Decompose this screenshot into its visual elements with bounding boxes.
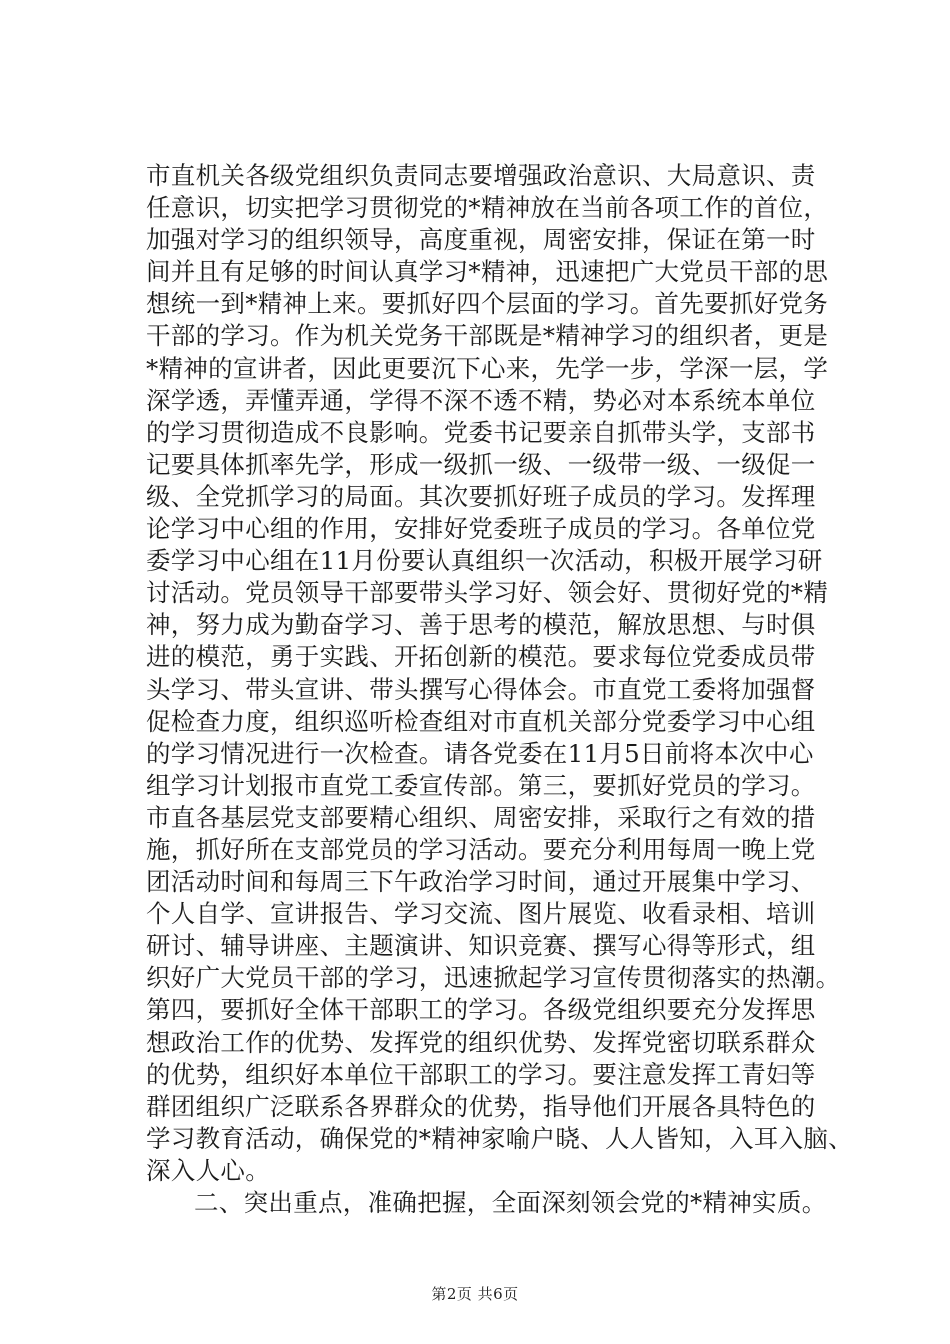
section-heading: 二、突出重点，准确把握，全面深刻领会党的*精神实质。 [194,1188,827,1217]
text-line: 级、全党抓学习的局面。其次要抓好班子成员的学习。发挥理 [146,481,816,511]
text-line: 促检查力度，组织巡听检查组对市直机关部分党委学习中心组 [146,706,816,736]
body-text [146,160,853,1219]
text-line: 个人自学、宣讲报告、学习交流、图片展览、收看录相、培训 [146,899,816,929]
text-line: 神，努力成为勤奋学习、善于思考的模范，解放思想、与时俱 [146,610,816,640]
text-line: 委学习中心组在11月份要认真组织一次活动，积极开展学习研 [146,546,823,576]
text-line: 组学习计划报市直党工委宣传部。第三，要抓好党员的学习。 [146,770,816,800]
text-line: 团活动时间和每周三下午政治学习时间，通过开展集中学习、 [146,867,816,897]
text-line: 间并且有足够的时间认真学习*精神，迅速把广大党员干部的思 [146,257,829,287]
text-line: 进的模范，勇于实践、开拓创新的模范。要求每位党委成员带 [146,642,816,672]
text-line: 织好广大党员干部的学习，迅速掀起学习宣传贯彻落实的热潮。 [146,963,841,993]
text-line: *精神的宣讲者，因此更要沉下心来，先学一步，学深一层，学 [146,353,829,383]
text-line: 记要具体抓率先学，形成一级抓一级、一级带一级、一级促一 [146,449,816,479]
text-line: 想统一到*精神上来。要抓好四个层面的学习。首先要抓好党务 [146,289,829,319]
text-line: 干部的学习。作为机关党务干部既是*精神学习的组织者，更是 [146,321,829,351]
text-line: 加强对学习的组织领导，高度重视，周密安排，保证在第一时 [146,225,816,255]
text-line: 深入人心。 [146,1155,270,1185]
text-line: 的学习情况进行一次检查。请各党委在11月5日前将本次中心 [146,738,814,768]
text-line: 想政治工作的优势、发挥党的组织优势、发挥党密切联系群众 [146,1027,816,1057]
text-line: 讨活动。党员领导干部要带头学习好、领会好、贯彻好党的*精 [146,578,829,608]
text-line: 施，抓好所在支部党员的学习活动。要充分利用每周一晚上党 [146,834,816,864]
text-line: 群团组织广泛联系各界群众的优势，指导他们开展各具特色的 [146,1091,816,1121]
text-line: 研讨、辅导讲座、主题演讲、知识竞赛、撰写心得等形式，组 [146,931,816,961]
text-line: 市直各基层党支部要精心组织、周密安排，采取行之有效的措 [146,802,816,832]
text-line: 市直机关各级党组织负责同志要增强政治意识、大局意识、责 [146,161,816,190]
text-line: 深学透，弄懂弄通，学得不深不透不精，势必对本系统本单位 [146,385,816,415]
text-line: 论学习中心组的作用，安排好党委班子成员的学习。各单位党 [146,514,816,544]
text-line: 的学习贯彻造成不良影响。党委书记要亲自抓带头学，支部书 [146,417,816,447]
text-line: 任意识，切实把学习贯彻党的*精神放在当前各项工作的首位， [146,193,829,223]
text-line: 的优势，组织好本单位干部职工的学习。要注意发挥工青妇等 [146,1059,816,1089]
page-footer: 第2页 共6页 [431,1285,519,1303]
text-line: 学习教育活动，确保党的*精神家喻户晓、人人皆知，入耳入脑、 [146,1123,853,1153]
text-line: 头学习、带头宣讲、带头撰写心得体会。市直党工委将加强督 [146,674,816,704]
text-line: 第四，要抓好全体干部职工的学习。各级党组织要充分发挥思 [146,995,816,1025]
